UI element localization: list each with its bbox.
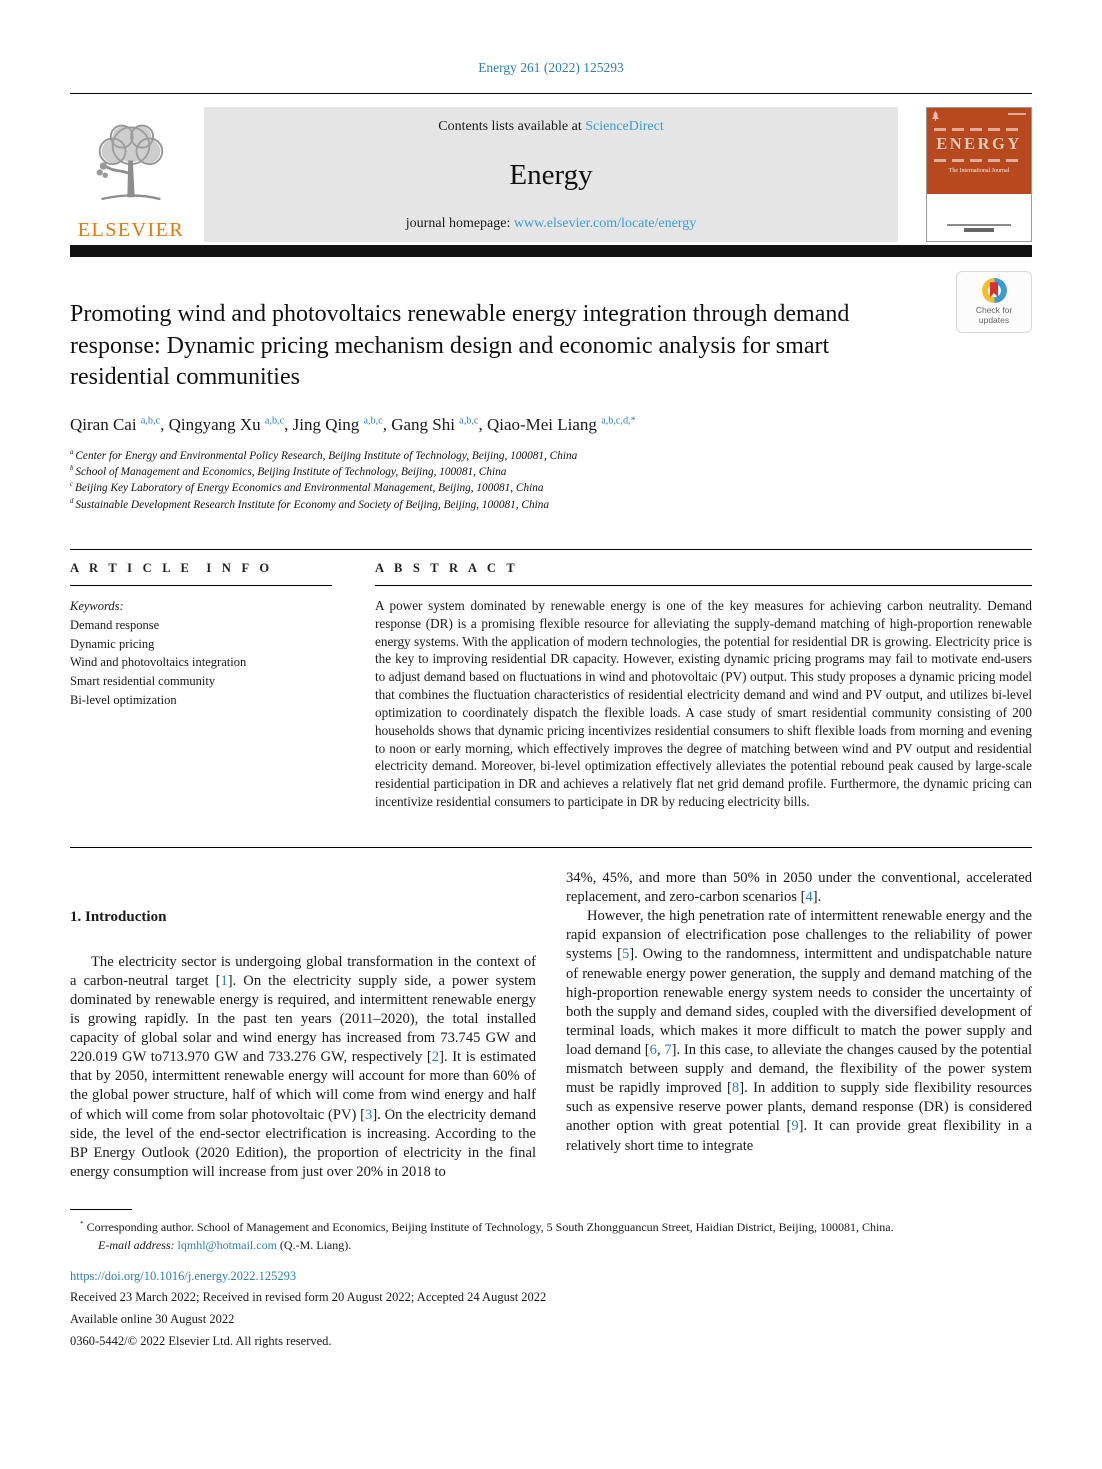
top-divider xyxy=(70,93,1032,94)
affiliation-sup: b xyxy=(70,465,74,473)
body-left-column xyxy=(70,869,536,1182)
affiliation-line xyxy=(70,464,1032,480)
text-segment: , Qiao-Mei Liang xyxy=(478,414,602,434)
text-segment: E-mail address: xyxy=(98,1237,178,1252)
title-row xyxy=(70,299,1032,394)
crossmark-icon xyxy=(982,278,1007,303)
text-segment: (Q.-M. Liang). xyxy=(276,1237,352,1252)
text-segment: ]. On the electricity demand side, the level of the end-sector electrification is increasing. According to the BP Energy Outlook (2020 Edition), the proportion of electricity in the final energy consumption will increase from just over 20% in 2018 to xyxy=(70,1106,536,1180)
author-affiliation-sup[interactable]: a,b,c xyxy=(264,414,285,426)
sciencedirect-link[interactable]: ScienceDirect xyxy=(585,119,664,134)
footnote-section xyxy=(70,1209,1032,1350)
corresponding-author-note xyxy=(70,1218,1032,1236)
body-paragraph xyxy=(70,953,536,1182)
elsevier-wordmark: ELSEVIER xyxy=(77,219,185,241)
text-segment: ]. It is estimated that by 2050, intermittent renewable energy will account for more than 60% of the global power structure, half of which will come from wind energy and half of which will come from solar photovoltaic (PV) [ xyxy=(70,1049,537,1123)
journal-cover-thumbnail[interactable] xyxy=(926,107,1032,242)
divider xyxy=(375,585,1032,586)
citation-link[interactable]: 8 xyxy=(731,1080,740,1097)
body-right-column xyxy=(566,869,1032,1182)
article-info-heading: A R T I C L E I N F O xyxy=(70,561,273,575)
text-segment: * xyxy=(80,1219,84,1228)
text-segment: ]. xyxy=(812,889,822,906)
keyword-item: Bi-level optimization xyxy=(70,692,177,707)
journal-header xyxy=(70,107,1032,242)
text-segment: 34%, 45%, and more than 50% in 2050 under the conventional, accelerated replacement, and zero-carbon scenarios [ xyxy=(566,870,1032,906)
affiliation-line xyxy=(70,497,1032,513)
journal-reference: Energy 261 (2022) 125293 xyxy=(478,60,624,75)
citation-link[interactable]: 9 xyxy=(791,1118,799,1135)
text-segment: , Gang Shi xyxy=(382,414,460,434)
article-title: Promoting wind and photovoltaics renewable energy integration through demand response: Dynamic pricing mechanism design and economic analysis for smart residential communities xyxy=(70,301,850,390)
available-online: Available online 30 August 2022 xyxy=(70,1312,235,1327)
journal-name: Energy xyxy=(509,159,593,191)
keyword-item: Smart residential community xyxy=(70,674,216,688)
affiliation-sup: d xyxy=(70,497,74,505)
homepage-line xyxy=(204,216,898,232)
affiliation-sup: c xyxy=(70,481,74,489)
cover-issue-text xyxy=(1008,113,1026,115)
cover-title: ENERGY xyxy=(936,134,1022,153)
text-segment: Corresponding author. School of Management and Economics, Beijing Institute of Technology, 5 South Zhongguancun Street, Haidian District, Beijing, 100081, China. xyxy=(83,1219,894,1234)
text-segment: , xyxy=(656,1041,665,1058)
text-segment: The electricity sector is undergoing global transformation in the context of a carbon-neutral target [ xyxy=(70,953,536,989)
text-segment: However, the high penetration rate of intermittent renewable energy and the rapid expansion of electrification pose challenges to the reliability of power systems [ xyxy=(566,908,1032,963)
cover-category-row xyxy=(934,159,1024,162)
text-segment: ]. On the electricity supply side, a power system dominated by renewable energy is required, and intermittent renewable energy is growing rapidly. In the past ten years (2011–2020), the total installed capacity of global solar and wind energy has increased from 73.745 GW and 220.019 GW to713.970 GW and 733.276 GW, respectively [ xyxy=(70,972,537,1066)
abstract-heading: A B S T R A C T xyxy=(375,561,519,575)
text-segment: Qiran Cai xyxy=(70,414,141,434)
affiliation-text: School of Management and Economics, Beijing Institute of Technology, Beijing, 100081, China xyxy=(75,465,507,478)
journal-cover-bottom xyxy=(927,194,1031,241)
author-affiliation-sup[interactable]: a,b,c xyxy=(363,414,383,426)
affiliation-text: Sustainable Development Research Institute for Economy and Society of Beijing, Beijing, 100081, China xyxy=(75,498,550,511)
affiliation-text: Beijing Key Laboratory of Energy Economics and Environmental Management, Beijing, 100081, China xyxy=(75,482,544,495)
citation-link[interactable]: 4 xyxy=(805,889,813,906)
cover-tree-icon xyxy=(932,111,939,121)
footnote-divider xyxy=(70,1209,132,1210)
section-heading-introduction: 1. Introduction xyxy=(70,909,167,925)
text-segment: , Jing Qing xyxy=(284,414,364,434)
body-columns xyxy=(70,848,1032,1182)
author-affiliation-sup[interactable]: a,b,c xyxy=(140,414,161,426)
contents-prefix: Contents lists available at xyxy=(438,119,586,134)
journal-cover-top xyxy=(927,108,1031,194)
homepage-prefix: journal homepage: xyxy=(405,216,514,231)
abstract-text: A power system dominated by renewable energy is one of the key measures for achieving carbon neutrality. Demand response (DR) is a promising flexible resource for alleviating the supply-demand matching of high-proportion renewable energy systems. With the application of modern technologies, the potential for residential DR is growing. Electricity price is the key to improving residential DR capacity. However, existing dynamic pricing programs may fail to motivate end-users to adjust demand based on fluctuations in wind and photovoltaic (PV) output. This study proposes a dynamic pricing model that combines the fluctuation characteristics of residential electricity demand and wind and PV output, and utilizes bi-level optimization to coordinately dispatch the flexible loads. A case study of smart residential community consisting of 200 households shows that dynamic pricing incentivizes residential consumers to shift flexible loads from morning and evening to noon or early morning, which effectively improves the degree of matching between wind and PV output and residential electricity demand. Moreover, bi-level optimization effectively alleviates the potential rebound peak caused by large-scale residential participation in DR and achieves a relatively flat net grid demand profile. Furthermore, the dynamic pricing can incentivize residential consumers to participate in DR by reducing electricity bills. xyxy=(375,598,1032,809)
affiliations xyxy=(70,448,1032,514)
doi-link[interactable]: https://doi.org/10.1016/j.energy.2022.125293 xyxy=(70,1268,297,1283)
keyword-item: Demand response xyxy=(70,617,160,632)
check-for-updates-label: Check for updates xyxy=(975,305,1013,325)
author-affiliation-sup[interactable]: a,b,c xyxy=(459,414,479,426)
bookmark-icon xyxy=(990,282,998,297)
cover-subtitle: The International Journal xyxy=(948,168,1010,174)
citation-link[interactable]: 6 xyxy=(649,1041,657,1058)
affiliation-line xyxy=(70,448,1032,464)
text-segment: , Qingyang Xu xyxy=(160,414,265,434)
abstract-column xyxy=(375,561,1032,835)
article-info-column xyxy=(70,561,332,835)
elsevier-logo[interactable] xyxy=(70,107,196,242)
authors-line xyxy=(70,415,1032,435)
body-paragraph xyxy=(566,869,1032,907)
journal-homepage-link[interactable]: www.elsevier.com/locate/energy xyxy=(513,216,697,231)
body-paragraph xyxy=(566,907,1032,1155)
affiliation-sup: a xyxy=(70,448,74,456)
email-link[interactable]: lqmhl@hotmail.com xyxy=(177,1237,277,1252)
cover-category-row xyxy=(934,128,1024,131)
divider xyxy=(70,585,332,586)
citation-link[interactable]: 7 xyxy=(664,1041,672,1058)
text-segment: ]. It can provide great flexibility in a relatively short time to integrate xyxy=(566,1118,1032,1154)
keyword-item: Wind and photovoltaics integration xyxy=(70,655,247,670)
citation-link[interactable]: 2 xyxy=(431,1049,440,1066)
citation-link[interactable]: 5 xyxy=(621,946,630,963)
keywords-label: Keywords: xyxy=(70,599,124,613)
text-segment: ]. In addition to supply side flexibility resources such as expensive reserve power plants, demand response (DR) is considered another option with great potential [ xyxy=(566,1080,1032,1135)
check-for-updates-badge[interactable] xyxy=(956,271,1032,333)
received-dates: Received 23 March 2022; Received in revised form 20 August 2022; Accepted 24 August 2022 xyxy=(70,1289,547,1304)
contents-line xyxy=(204,119,898,135)
journal-banner xyxy=(204,107,898,242)
citation-link[interactable]: 1 xyxy=(220,972,228,989)
cover-footer-text xyxy=(947,224,1011,226)
email-line xyxy=(70,1236,1032,1254)
info-abstract-section xyxy=(70,550,1032,835)
author-affiliation-sup[interactable]: a,b,c,d,* xyxy=(601,414,636,426)
issn-copyright: 0360-5442/© 2022 Elsevier Ltd. All rights reserved. xyxy=(70,1334,332,1349)
citation-link[interactable]: 3 xyxy=(365,1106,373,1123)
header-divider-bar xyxy=(70,245,1032,257)
text-segment: ]. Owing to the randomness, intermittent and undispatchable nature of renewable energy power generation, the supply and demand matching of the high-proportion renewable energy system needs to consider the uncertainty of both the supply and demand sides, coupled with the diversified development of terminal loads, which makes it more difficult to match the power supply and load demand [ xyxy=(566,946,1032,1058)
keyword-item: Dynamic pricing xyxy=(70,636,155,651)
cover-sciencedirect-mark xyxy=(964,228,994,232)
elsevier-tree-icon xyxy=(85,120,177,217)
text-segment: ]. In this case, to alleviate the changes caused by the potential mismatch between supply and demand, the flexibility of the power system must be rapidly improved [ xyxy=(566,1041,1033,1097)
affiliation-line xyxy=(70,480,1032,496)
affiliation-text: Center for Energy and Environmental Policy Research, Beijing Institute of Technology, Beijing, 100081, China xyxy=(75,449,578,462)
